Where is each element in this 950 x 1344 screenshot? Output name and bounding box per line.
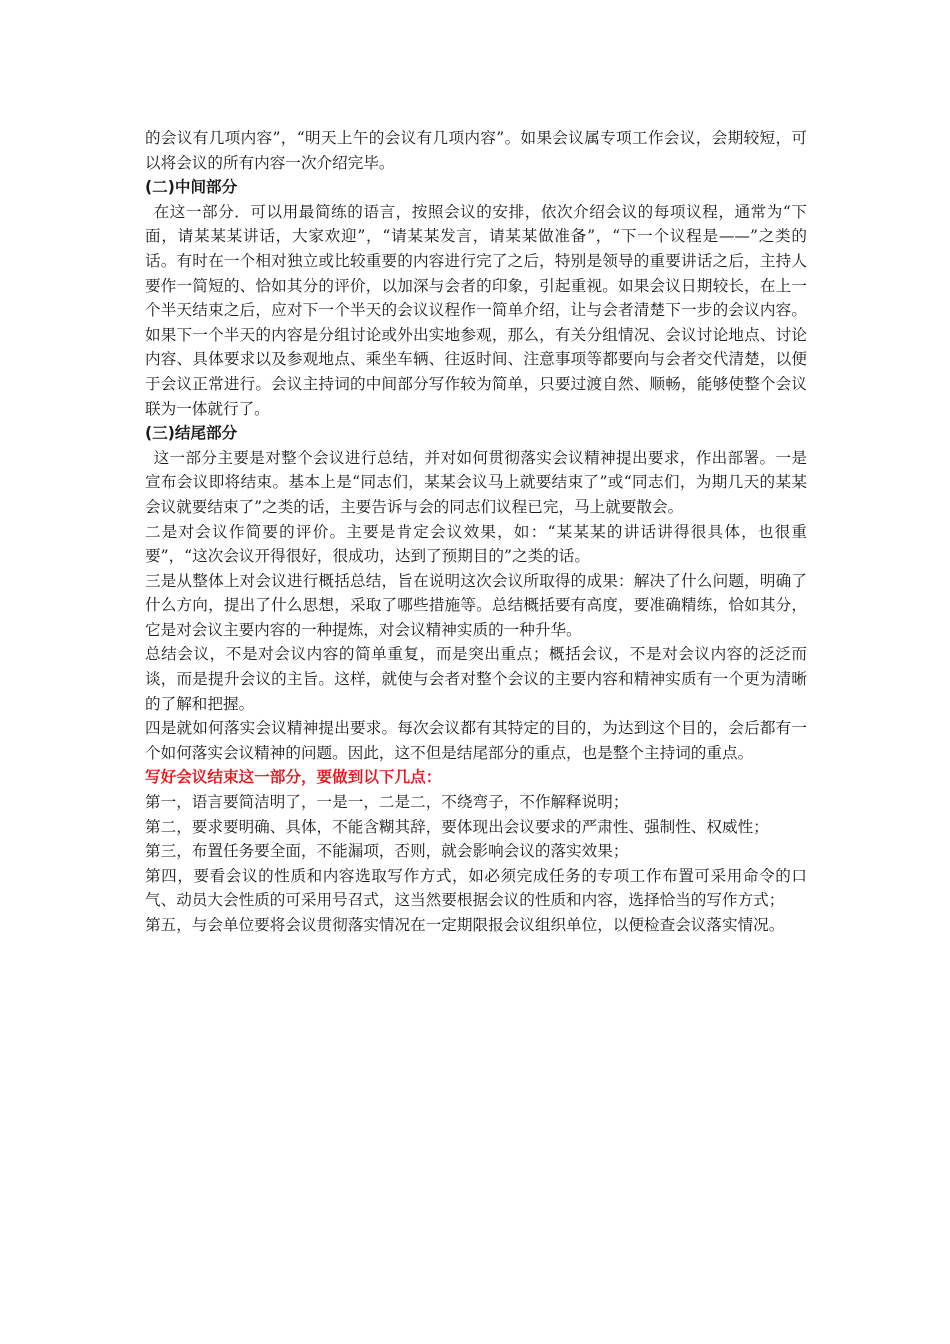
tips-item-3: 第三，布置任务要全面，不能漏项，否则，就会影响会议的落实效果； <box>145 842 629 861</box>
section-end-point-4: 四是就如何落实会议精神提出要求。每次会议都有其特定的目的，为达到这个目的，会后都有一个如何落实会议精神的问题。因此，这不但是结尾部分的重点，也是整个主持词的重点。 <box>145 719 807 762</box>
tips-item-5: 第五，与会单位要将会议贯彻落实情况在一定期限报会议组织单位，以便检查会议落实情况。 <box>145 916 785 934</box>
tips-item-1: 第一，语言要简洁明了，一是一，二是二，不绕弯子，不作解释说明； <box>145 793 629 812</box>
section-end-summary: 总结会议，不是对会议内容的简单重复，而是突出重点；概括会议，不是对会议内容的泛泛而谈，而是提升会议的主旨。这样，就使与会者对整个会议的主要内容和精神实质有一个更为清晰的了解和把握。 <box>145 645 807 713</box>
tips-item-2: 第二，要求要明确、具体，不能含糊其辞，要体现出会议要求的严肃性、强制性、权威性； <box>145 817 769 836</box>
document-page <box>145 126 807 938</box>
intro-paragraph: 的会议有几项内容”，“明天上午的会议有几项内容”。如果会议属专项工作会议，会期较短，可以将会议的所有内容一次介绍完毕。 <box>145 129 807 172</box>
section-end-point-3: 三是从整体上对会议进行概括总结，旨在说明这次会议所取得的成果：解决了什么问题，明确了什么方向，提出了什么思想，采取了哪些措施等。总结概括要有高度，要准确精练，恰如其分，它是对会议主要内容的一种提炼，对会议精神实质的一种升华。 <box>145 571 807 639</box>
section-middle-heading: (二)中间部分 <box>145 178 238 197</box>
tips-item-4: 第四，要看会议的性质和内容选取写作方式，如必须完成任务的专项工作布置可采用命令的口气、动员大会性质的可采用号召式，这当然要根据会议的性质和内容，选择恰当的写作方式； <box>145 866 807 910</box>
section-end-point-2: 二是对会议作简要的评价。主要是肯定会议效果，如：“某某某的讲话讲得很具体，也很重要”，“这次会议开得很好，很成功，达到了预期目的”之类的话。 <box>145 522 807 566</box>
section-end-heading: (三)结尾部分 <box>145 424 238 443</box>
section-middle-body: 在这一部分．可以用最简练的语言，按照会议的安排，依次介绍会议的每项议程，通常为“下面，请某某某讲话，大家欢迎”，“请某某发言，请某某做准备”，“下一个议程是——”之类的话。有时在一个相对独立或比较重要的内容进行完了之后，特别是领导的重要讲话之后，主持人要作一简短的、恰如其分的评价，以加深与会者的印象，引起重视。如果会议日期较长，在上一个半天结束之后，应对下一个半天的会议议程作一简单介绍，让与会者清楚下一步的会议内容。如果下一个半天的内容是分组讨论或外出实地参观，那么，有关分组情况、会议讨论地点、讨论内容、具体要求以及参观地点、乘坐车辆、往返时间、注意事项等都要向与会者交代清楚，以便于会议正常进行。会议主持词的中间部分写作较为简单，只要过渡自然、顺畅，能够使整个会议联为一体就行了。 <box>145 202 807 418</box>
section-end-intro: 这一部分主要是对整个会议进行总结，并对如何贯彻落实会议精神提出要求，作出部署。一是宣布会议即将结束。基本上是“同志们，某某会议马上就要结束了”或“同志们，为期几天的某某会议就要结束了”之类的话，主要告诉与会的同志们议程已完，马上就要散会。 <box>145 448 807 516</box>
tips-heading: 写好会议结束这一部分，要做到以下几点： <box>145 768 442 787</box>
